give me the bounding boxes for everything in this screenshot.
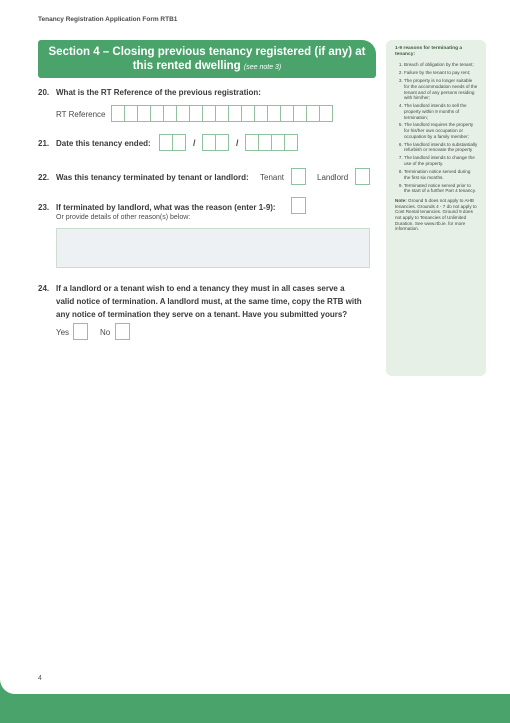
date-digit-box[interactable] (202, 134, 216, 151)
no-checkbox[interactable] (115, 323, 130, 340)
question-number: 22. (38, 173, 50, 182)
no-option-label: No (100, 328, 111, 337)
end-date-year-input[interactable] (245, 134, 297, 151)
rt-reference-char-box[interactable] (176, 105, 190, 122)
date-digit-box[interactable] (159, 134, 173, 151)
rt-reference-char-box[interactable] (189, 105, 203, 122)
question-text: If terminated by landlord, what was the reason (enter 1-9): (56, 203, 276, 212)
question-23 (38, 203, 276, 212)
sidebar-note (395, 198, 478, 232)
date-digit-box[interactable] (284, 134, 298, 151)
rt-reference-char-box[interactable] (254, 105, 268, 122)
date-digit-box[interactable] (258, 134, 272, 151)
rt-reference-input[interactable] (111, 105, 332, 122)
question-22 (38, 173, 249, 182)
question-text: Was this tenancy terminated by tenant or landlord: (56, 173, 249, 182)
question-number: 20. (38, 88, 50, 97)
reason-item: 8. Termination notice served during the first six months. (404, 169, 478, 180)
section-banner (38, 40, 376, 78)
sidebar-note-label: Note: (395, 197, 407, 203)
question-text-line2: valid notice of termination. A landlord must, at the same time, copy the RTB with (56, 297, 362, 306)
section-note: (see note 3) (243, 64, 282, 71)
page-number: 4 (38, 675, 42, 682)
section-title-text: this rented dwelling (132, 60, 241, 72)
sidebar-note-text: Ground 5 does not apply to AHB tenancies. Grounds 4 - 7 do not apply to Cost Rental tenancies. Ground 9 does not apply to Tenancies of Unlimited Duration. See www.rtb.ie. for more information. (395, 197, 477, 232)
question-24 (38, 282, 362, 321)
reason-item: 9. Terminated notice served prior to the start of a further Part 4 tenancy. (404, 183, 478, 194)
rt-reference-char-box[interactable] (124, 105, 138, 122)
rt-reference-char-box[interactable] (228, 105, 242, 122)
question-text: What is the RT Reference of the previous registration: (56, 88, 261, 97)
termination-reasons-sidebar (386, 40, 486, 376)
end-date-day-input[interactable] (159, 134, 185, 151)
date-digit-box[interactable] (172, 134, 186, 151)
question-number: 21. (38, 139, 50, 148)
rt-reference-char-box[interactable] (137, 105, 151, 122)
question-number: 24. (38, 284, 50, 293)
rt-reference-char-box[interactable] (150, 105, 164, 122)
reason-item: 1. Breach of obligation by the tenant; (404, 62, 478, 68)
section-title-line1: Section 4 – Closing previous tenancy registered (if any) at (48, 46, 366, 58)
document-header-title: Tenancy Registration Application Form RTB1 (38, 16, 178, 23)
reason-item: 7. The landlord intends to change the use of the property. (404, 155, 478, 166)
question-number: 23. (38, 203, 50, 212)
rt-reference-char-box[interactable] (163, 105, 177, 122)
tenant-checkbox[interactable] (291, 168, 306, 185)
rt-reference-char-box[interactable] (319, 105, 333, 122)
other-reasons-label: Or provide details of other reason(s) below: (56, 214, 191, 221)
question-text-line3: any notice of termination they serve on a tenant. Have you submitted yours? (56, 310, 348, 319)
date-separator: / (193, 138, 196, 148)
rt-reference-char-box[interactable] (293, 105, 307, 122)
other-reasons-textarea[interactable] (56, 228, 370, 268)
date-digit-box[interactable] (215, 134, 229, 151)
date-digit-box[interactable] (271, 134, 285, 151)
termination-reason-input[interactable] (291, 197, 306, 214)
question-text-line1: If a landlord or a tenant wish to end a tenancy they must in all cases serve a (56, 284, 345, 293)
reason-item: 6. The landlord intends to substantially refurbish or renovate the property (404, 142, 478, 153)
reason-item: 3. The property is no longer suitable for the accommodation needs of the tenant and of any persons residing with him/her; (404, 78, 478, 101)
rt-reference-char-box[interactable] (215, 105, 229, 122)
end-date-month-input[interactable] (202, 134, 228, 151)
question-text: Date this tenancy ended: (56, 139, 151, 148)
tenant-option-label: Tenant (260, 173, 285, 182)
date-digit-box[interactable] (245, 134, 259, 151)
landlord-option-label: Landlord (317, 173, 349, 182)
rt-reference-char-box[interactable] (241, 105, 255, 122)
question-21 (38, 139, 151, 148)
yes-option-label: Yes (56, 328, 70, 337)
rt-reference-char-box[interactable] (111, 105, 125, 122)
rt-reference-char-box[interactable] (267, 105, 281, 122)
reason-item: 2. Failure by the tenant to pay rent; (404, 70, 478, 76)
reasons-list (395, 62, 478, 194)
yes-checkbox[interactable] (73, 323, 88, 340)
section-title-line2 (38, 59, 376, 75)
rt-reference-char-box[interactable] (306, 105, 320, 122)
reason-item: 5. The landlord requires the property for his/her own occupation or occupation by a family member; (404, 122, 478, 139)
rt-reference-char-box[interactable] (280, 105, 294, 122)
question-20 (38, 88, 261, 97)
reason-item: 4. The landlord intends to sell the property within 9 months of termination; (404, 103, 478, 120)
landlord-checkbox[interactable] (355, 168, 370, 185)
sidebar-title: 1-9 reasons for terminating a tenancy: (395, 46, 463, 57)
date-separator: / (236, 138, 239, 148)
rt-reference-char-box[interactable] (202, 105, 216, 122)
footer-band (0, 694, 510, 723)
rt-reference-label: RT Reference (56, 110, 106, 119)
